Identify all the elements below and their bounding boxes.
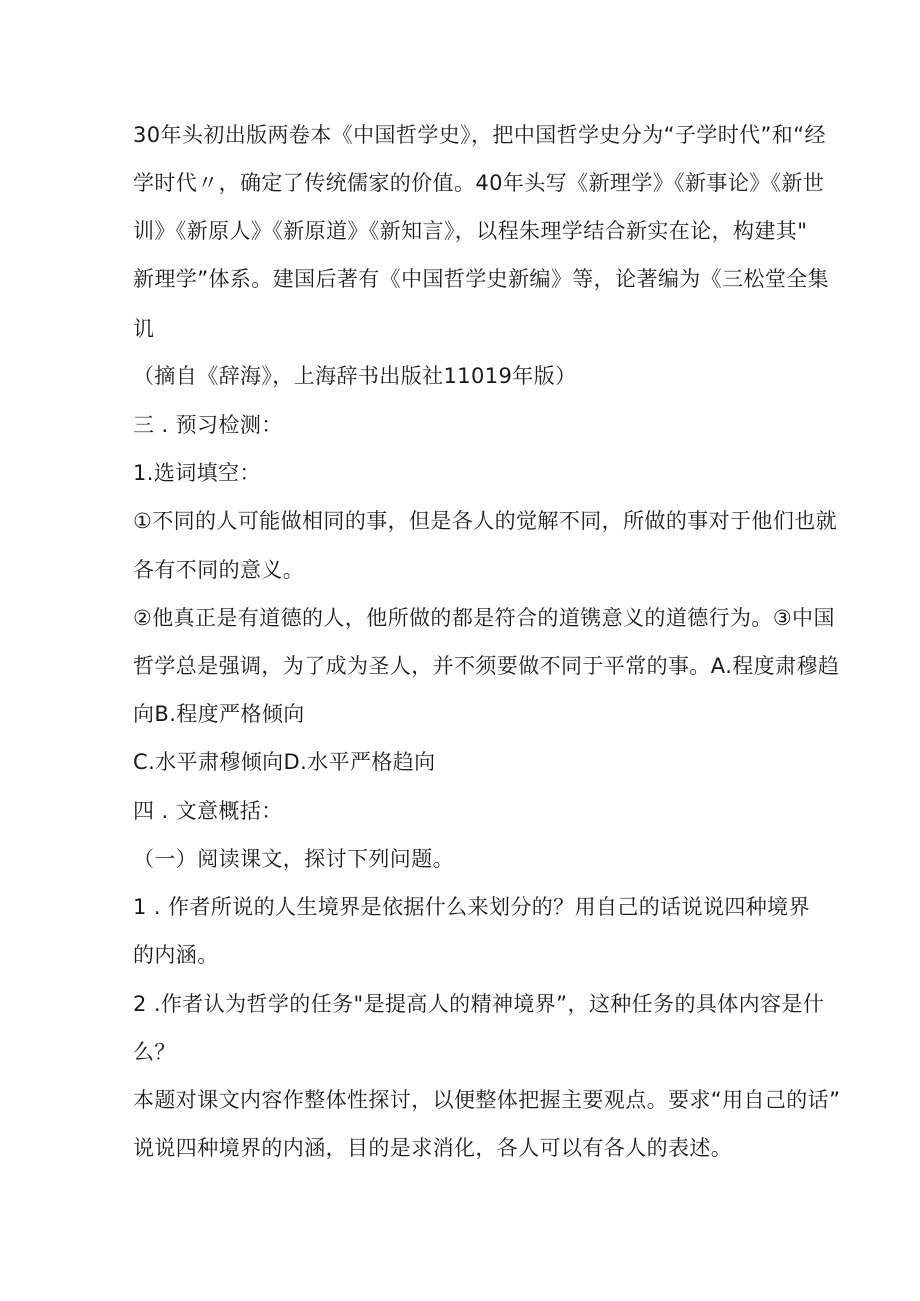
text-line-3: 训》《新原人》《新原道》《新知言》，以程朱理学结合新实在论，构建其" (133, 219, 808, 243)
text-line-10: 各有不同的意义。 (133, 558, 305, 582)
source-citation: （摘自《辞海》，上海辞书出版社11019年版） (133, 364, 577, 388)
section-heading-summary: 四 . 文意概括： (133, 799, 283, 823)
text-line-20: 么？ (133, 1040, 176, 1064)
text-line-13: 向B.程度严格倾向 (133, 702, 305, 726)
subsection-heading: （一）阅读课文，探讨下列问题。 (133, 847, 454, 871)
section-heading-preview-check: 三 . 预习检测： (133, 413, 283, 437)
question-1: 1 . 作者所说的人生境界是依据什么来划分的？用自己的话说说四种境界 (133, 895, 810, 919)
text-line-2: 学时代〃，确定了传统儒家的价值。40年头写《新理学》《新事论》《新世 (133, 171, 825, 195)
text-line-12: 哲学总是强调，为了成为圣人，并不须要做不同于平常的事。A.程度肃穆趋 (133, 654, 840, 678)
text-line-9: ①不同的人可能做相同的事，但是各人的觉解不同，所做的事对于他们也就 (133, 509, 838, 533)
text-line-4: 新理学”体系。建国后著有《中国哲学史新编》等，论著编为《三松堂全集 (133, 267, 830, 291)
question-heading-fill-in: 1.选词填空： (133, 461, 261, 485)
text-line-14: C.水平肃穆倾向D.水平严格趋向 (133, 750, 436, 774)
text-line-11: ②他真正是有道德的人，他所做的都是符合的道镌意义的道德行为。③中国 (133, 606, 835, 630)
text-line-18: 的内涵。 (133, 943, 219, 967)
text-line-1: 30年头初出版两卷本《中国哲学史》，把中国哲学史分为“子学时代”和“经 (133, 123, 826, 147)
text-line-22: 说说四种境界的内涵，目的是求消化，各人可以有各人的表述。 (133, 1136, 733, 1160)
text-line-21: 本题对课文内容作整体性探讨，以便整体把握主要观点。要求“用自己的话” (133, 1088, 841, 1112)
text-line-5: 讥 (133, 317, 155, 341)
question-2: 2 .作者认为哲学的任务"是提高人的精神境界”，这种任务的具体内容是什 (133, 992, 825, 1016)
